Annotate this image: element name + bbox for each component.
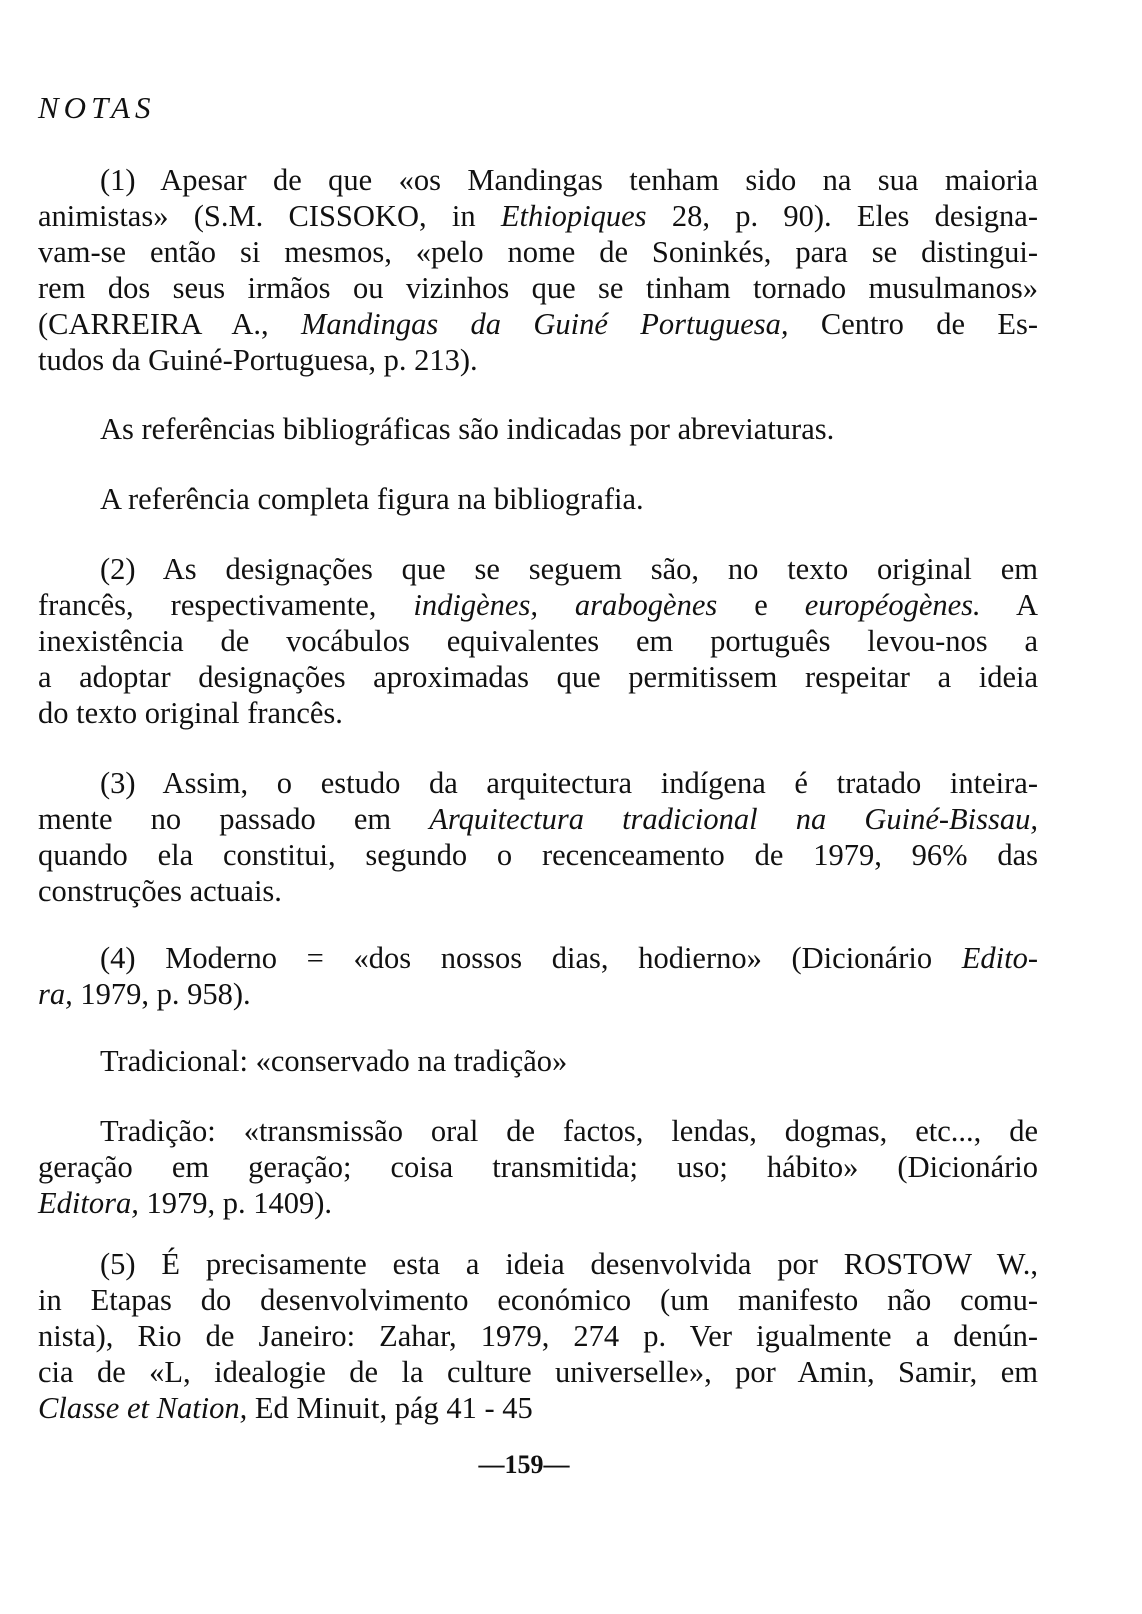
note-1 [38, 162, 1038, 378]
note-line: francês, respectivamente, indigènes, arabogènes e européogènes. A [38, 588, 1038, 622]
note-line: animistas» (S.M. CISSOKO, in Ethiopiques 28, p. 90). Eles designa- [38, 199, 1038, 233]
note-line: rem dos seus irmãos ou vizinhos que se tinham tornado musulmanos» [38, 271, 1038, 305]
abbreviation-note: As referências bibliográficas são indicadas por abreviaturas. [100, 412, 835, 446]
note-line: quando ela constitui, segundo o recenceamento de 1979, 96% das [38, 838, 1038, 872]
note-line: a adoptar designações aproximadas que permitissem respeitar a ideia [38, 660, 1038, 694]
note-line: Classe et Nation, Ed Minuit, pág 41 - 45 [38, 1391, 533, 1425]
note-line: do texto original francês. [38, 696, 343, 730]
note-4 [38, 940, 1038, 1012]
note-line: (CARREIRA A., Mandingas da Guiné Portuguesa, Centro de Es- [38, 307, 1039, 341]
page-title: NOTAS [38, 90, 156, 125]
full-reference-note: A referência completa figura na bibliografia. [100, 482, 644, 516]
note-line: Tradição: «transmissão oral de factos, lendas, dogmas, etc..., de [100, 1114, 1038, 1148]
note-line: construções actuais. [38, 874, 282, 908]
note-line: in Etapas do desenvolvimento económico (um manifesto não comu- [38, 1283, 1038, 1317]
note-line: (4) Moderno = «dos nossos dias, hodierno» (Dicionário Edito- [100, 941, 1038, 975]
note-2 [38, 551, 1038, 731]
note-line: (3) Assim, o estudo da arquitectura indígena é tratado inteira- [100, 766, 1038, 800]
note-5 [38, 1246, 1038, 1426]
note-line: mente no passado em Arquitectura tradicional na Guiné-Bissau, [38, 802, 1038, 836]
note-line: (5) É precisamente esta a ideia desenvolvida por ROSTOW W., [100, 1247, 1038, 1281]
note-line: inexistência de vocábulos equivalentes em português levou-nos a [38, 624, 1038, 658]
note-line: Editora, 1979, p. 1409). [38, 1186, 332, 1220]
note-line: geração em geração; coisa transmitida; uso; hábito» (Dicionário [38, 1150, 1038, 1184]
note-line: ra, 1979, p. 958). [38, 977, 251, 1011]
note-line: tudos da Guiné-Portuguesa, p. 213). [38, 343, 478, 377]
note-line: vam-se então si mesmos, «pelo nome de Soninkés, para se distingui- [38, 235, 1038, 269]
tradicao-definition [38, 1113, 1038, 1221]
note-line: (2) As designações que se seguem são, no texto original em [100, 552, 1038, 586]
tradicional-definition: Tradicional: «conservado na tradição» [100, 1044, 568, 1078]
note-3 [38, 765, 1038, 909]
note-line: cia de «L, idealogie de la culture universelle», por Amin, Samir, em [38, 1355, 1038, 1389]
note-line: nista), Rio de Janeiro: Zahar, 1979, 274 p. Ver igualmente a denún- [38, 1319, 1038, 1353]
page-number: —159— [478, 1450, 570, 1479]
note-line: (1) Apesar de que «os Mandingas tenham sido na sua maioria [100, 163, 1038, 197]
